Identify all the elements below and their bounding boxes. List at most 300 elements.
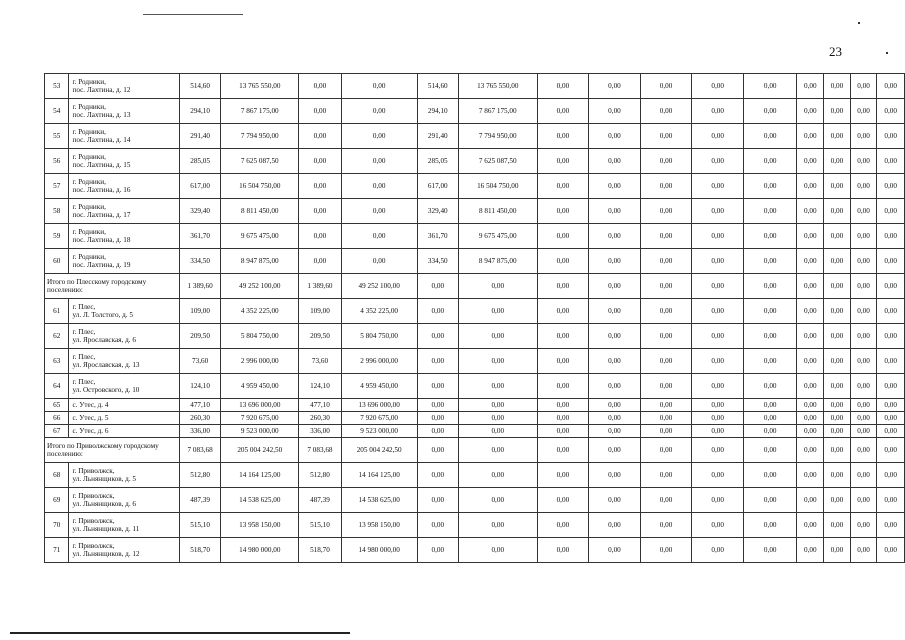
value-cell: 0,00 xyxy=(850,488,877,513)
value-cell: 514,60 xyxy=(179,74,221,99)
address-line-2: пос. Лахтина, д. 18 xyxy=(72,236,131,244)
value-cell: 0,00 xyxy=(824,374,851,399)
value-cell: 0,00 xyxy=(537,399,589,412)
value-cell: 0,00 xyxy=(797,149,824,174)
address-cell xyxy=(69,324,179,349)
value-cell: 0,00 xyxy=(537,199,589,224)
value-cell: 0,00 xyxy=(341,124,417,149)
value-cell: 0,00 xyxy=(537,463,589,488)
address-line-2: пос. Лахтина, д. 13 xyxy=(72,111,131,119)
value-cell: 0,00 xyxy=(640,438,692,463)
value-cell: 0,00 xyxy=(877,538,905,563)
address-line-2: ул. Льнянщиков, д. 11 xyxy=(72,525,140,533)
value-cell: 0,00 xyxy=(824,274,851,299)
value-cell: 0,00 xyxy=(537,249,589,274)
value-cell: 0,00 xyxy=(589,74,641,99)
value-cell: 0,00 xyxy=(692,99,744,124)
value-cell: 515,10 xyxy=(179,513,221,538)
value-cell: 9 523 000,00 xyxy=(221,425,299,438)
subtotal-label: Итого по Плесскому городскому поселению: xyxy=(45,274,180,299)
value-cell: 329,40 xyxy=(417,199,458,224)
value-cell: 124,10 xyxy=(179,374,221,399)
value-cell: 0,00 xyxy=(458,274,537,299)
value-cell: 14 164 125,00 xyxy=(221,463,299,488)
value-cell: 0,00 xyxy=(299,149,341,174)
value-cell: 0,00 xyxy=(692,124,744,149)
value-cell: 0,00 xyxy=(850,274,877,299)
value-cell: 4 959 450,00 xyxy=(341,374,417,399)
value-cell: 0,00 xyxy=(692,249,744,274)
value-cell: 0,00 xyxy=(458,463,537,488)
address-cell xyxy=(69,538,179,563)
value-cell: 477,10 xyxy=(299,399,341,412)
value-cell: 0,00 xyxy=(640,374,692,399)
table-body xyxy=(45,74,905,563)
row-number: 61 xyxy=(45,299,69,324)
value-cell: 0,00 xyxy=(458,349,537,374)
value-cell: 0,00 xyxy=(797,349,824,374)
value-cell: 329,40 xyxy=(179,199,221,224)
value-cell: 0,00 xyxy=(824,124,851,149)
value-cell: 0,00 xyxy=(458,299,537,324)
row-number: 63 xyxy=(45,349,69,374)
value-cell: 0,00 xyxy=(692,513,744,538)
value-cell: 0,00 xyxy=(640,425,692,438)
address-line-1: г. Родники, xyxy=(72,228,106,236)
value-cell: 14 538 625,00 xyxy=(221,488,299,513)
value-cell: 0,00 xyxy=(692,299,744,324)
value-cell: 9 523 000,00 xyxy=(341,425,417,438)
value-cell: 0,00 xyxy=(417,299,458,324)
value-cell: 16 504 750,00 xyxy=(458,174,537,199)
value-cell: 0,00 xyxy=(589,224,641,249)
value-cell: 0,00 xyxy=(537,412,589,425)
value-cell: 0,00 xyxy=(877,349,905,374)
value-cell: 0,00 xyxy=(640,124,692,149)
address-line-1: г. Родники, xyxy=(72,103,106,111)
address-cell xyxy=(69,74,179,99)
value-cell: 13 696 000,00 xyxy=(341,399,417,412)
value-cell: 0,00 xyxy=(458,488,537,513)
value-cell: 0,00 xyxy=(850,349,877,374)
value-cell: 0,00 xyxy=(692,438,744,463)
value-cell: 515,10 xyxy=(299,513,341,538)
address-line-1: г. Плес, xyxy=(72,353,96,361)
value-cell: 0,00 xyxy=(743,324,797,349)
value-cell: 0,00 xyxy=(877,399,905,412)
address-cell xyxy=(69,99,179,124)
value-cell: 13 765 550,00 xyxy=(458,74,537,99)
value-cell: 0,00 xyxy=(797,99,824,124)
value-cell: 0,00 xyxy=(640,299,692,324)
value-cell: 8 811 450,00 xyxy=(221,199,299,224)
value-cell: 0,00 xyxy=(299,249,341,274)
value-cell: 0,00 xyxy=(743,274,797,299)
value-cell: 0,00 xyxy=(850,249,877,274)
value-cell: 0,00 xyxy=(877,463,905,488)
value-cell: 0,00 xyxy=(877,324,905,349)
value-cell: 0,00 xyxy=(589,299,641,324)
value-cell: 73,60 xyxy=(179,349,221,374)
value-cell: 260,30 xyxy=(179,412,221,425)
value-cell: 8 811 450,00 xyxy=(458,199,537,224)
address-line-2: ул. Л. Толстого, д. 5 xyxy=(72,311,133,319)
value-cell: 7 867 175,00 xyxy=(221,99,299,124)
value-cell: 0,00 xyxy=(589,199,641,224)
value-cell: 0,00 xyxy=(692,174,744,199)
address-line-1: г. Плес, xyxy=(72,378,96,386)
address-line-2: пос. Лахтина, д. 17 xyxy=(72,211,131,219)
value-cell: 0,00 xyxy=(589,412,641,425)
value-cell: 0,00 xyxy=(850,149,877,174)
value-cell: 0,00 xyxy=(824,488,851,513)
value-cell: 518,70 xyxy=(299,538,341,563)
address-cell xyxy=(69,374,179,399)
value-cell: 0,00 xyxy=(692,463,744,488)
value-cell: 0,00 xyxy=(458,324,537,349)
row-number: 54 xyxy=(45,99,69,124)
row-number: 68 xyxy=(45,463,69,488)
value-cell: 0,00 xyxy=(417,463,458,488)
row-number: 55 xyxy=(45,124,69,149)
value-cell: 0,00 xyxy=(589,324,641,349)
value-cell: 0,00 xyxy=(797,224,824,249)
address-line-2: ул. Островского, д. 10 xyxy=(72,386,140,394)
value-cell: 0,00 xyxy=(299,224,341,249)
value-cell: 617,00 xyxy=(417,174,458,199)
address-line-2: пос. Лахтина, д. 14 xyxy=(72,136,131,144)
value-cell: 16 504 750,00 xyxy=(221,174,299,199)
value-cell: 9 675 475,00 xyxy=(458,224,537,249)
address-line-2: ул. Ярославская, д. 6 xyxy=(72,336,136,344)
value-cell: 0,00 xyxy=(341,149,417,174)
value-cell: 0,00 xyxy=(797,374,824,399)
value-cell: 260,30 xyxy=(299,412,341,425)
value-cell: 0,00 xyxy=(743,538,797,563)
value-cell: 14 980 000,00 xyxy=(341,538,417,563)
value-cell: 4 352 225,00 xyxy=(221,299,299,324)
value-cell: 0,00 xyxy=(743,249,797,274)
value-cell: 0,00 xyxy=(743,299,797,324)
scan-speck xyxy=(858,22,860,24)
value-cell: 0,00 xyxy=(692,488,744,513)
value-cell: 0,00 xyxy=(797,199,824,224)
value-cell: 0,00 xyxy=(589,124,641,149)
value-cell: 0,00 xyxy=(692,538,744,563)
row-number: 69 xyxy=(45,488,69,513)
address-line-1: г. Приволжск, xyxy=(72,542,115,550)
value-cell: 0,00 xyxy=(850,74,877,99)
value-cell: 0,00 xyxy=(850,224,877,249)
address-line-1: г. Родники, xyxy=(72,203,106,211)
value-cell: 0,00 xyxy=(417,438,458,463)
value-cell: 0,00 xyxy=(743,374,797,399)
value-cell: 0,00 xyxy=(537,149,589,174)
value-cell: 0,00 xyxy=(877,438,905,463)
value-cell: 0,00 xyxy=(692,149,744,174)
value-cell: 0,00 xyxy=(824,249,851,274)
table-row xyxy=(45,463,905,488)
table-row xyxy=(45,425,905,438)
value-cell: 334,50 xyxy=(417,249,458,274)
value-cell: 7 794 950,00 xyxy=(221,124,299,149)
value-cell: 0,00 xyxy=(341,249,417,274)
value-cell: 8 947 875,00 xyxy=(458,249,537,274)
address-cell xyxy=(69,513,179,538)
value-cell: 0,00 xyxy=(589,463,641,488)
address-line-1: г. Приволжск, xyxy=(72,517,115,525)
value-cell: 0,00 xyxy=(797,412,824,425)
value-cell: 0,00 xyxy=(824,399,851,412)
value-cell: 0,00 xyxy=(458,438,537,463)
value-cell: 0,00 xyxy=(743,74,797,99)
value-cell: 0,00 xyxy=(640,349,692,374)
row-number: 58 xyxy=(45,199,69,224)
value-cell: 209,50 xyxy=(299,324,341,349)
value-cell: 0,00 xyxy=(797,399,824,412)
value-cell: 0,00 xyxy=(824,199,851,224)
value-cell: 0,00 xyxy=(743,463,797,488)
value-cell: 0,00 xyxy=(850,425,877,438)
value-cell: 7 625 087,50 xyxy=(221,149,299,174)
value-cell: 0,00 xyxy=(640,149,692,174)
row-number: 66 xyxy=(45,412,69,425)
value-cell: 0,00 xyxy=(850,374,877,399)
value-cell: 7 867 175,00 xyxy=(458,99,537,124)
table-row xyxy=(45,374,905,399)
table-row xyxy=(45,74,905,99)
value-cell: 0,00 xyxy=(640,174,692,199)
value-cell: 487,39 xyxy=(179,488,221,513)
value-cell: 5 804 750,00 xyxy=(221,324,299,349)
value-cell: 512,80 xyxy=(299,463,341,488)
subtotal-row xyxy=(45,274,905,299)
address-cell xyxy=(69,349,179,374)
value-cell: 0,00 xyxy=(589,149,641,174)
value-cell: 0,00 xyxy=(692,349,744,374)
data-table xyxy=(44,73,905,563)
value-cell: 0,00 xyxy=(743,412,797,425)
table-row xyxy=(45,224,905,249)
value-cell: 0,00 xyxy=(341,99,417,124)
address-cell xyxy=(69,425,179,438)
value-cell: 0,00 xyxy=(850,538,877,563)
address-cell xyxy=(69,399,179,412)
value-cell: 209,50 xyxy=(179,324,221,349)
value-cell: 109,00 xyxy=(179,299,221,324)
table-row xyxy=(45,538,905,563)
address-line-1: г. Приволжск, xyxy=(72,492,115,500)
address-line-1: с. Утес, д. 5 xyxy=(72,414,109,422)
value-cell: 0,00 xyxy=(589,438,641,463)
value-cell: 0,00 xyxy=(640,412,692,425)
address-line-1: г. Родники, xyxy=(72,128,106,136)
scan-speck xyxy=(886,52,888,54)
value-cell: 285,05 xyxy=(179,149,221,174)
value-cell: 0,00 xyxy=(824,324,851,349)
value-cell: 0,00 xyxy=(743,349,797,374)
address-cell xyxy=(69,149,179,174)
value-cell: 336,00 xyxy=(179,425,221,438)
address-line-1: г. Плес, xyxy=(72,328,96,336)
table-row xyxy=(45,299,905,324)
value-cell: 49 252 100,00 xyxy=(341,274,417,299)
table-row xyxy=(45,249,905,274)
value-cell: 0,00 xyxy=(850,513,877,538)
address-line-1: г. Родники, xyxy=(72,253,106,261)
value-cell: 0,00 xyxy=(417,349,458,374)
row-number: 67 xyxy=(45,425,69,438)
value-cell: 2 996 000,00 xyxy=(341,349,417,374)
value-cell: 0,00 xyxy=(797,513,824,538)
value-cell: 0,00 xyxy=(537,74,589,99)
address-line-1: г. Родники, xyxy=(72,153,106,161)
value-cell: 14 980 000,00 xyxy=(221,538,299,563)
value-cell: 0,00 xyxy=(850,399,877,412)
row-number: 53 xyxy=(45,74,69,99)
address-line-2: ул. Льнянщиков, д. 12 xyxy=(72,550,140,558)
value-cell: 0,00 xyxy=(692,274,744,299)
value-cell: 0,00 xyxy=(877,274,905,299)
value-cell: 0,00 xyxy=(589,249,641,274)
value-cell: 518,70 xyxy=(179,538,221,563)
address-line-1: г. Родники, xyxy=(72,78,106,86)
value-cell: 0,00 xyxy=(797,538,824,563)
value-cell: 0,00 xyxy=(824,463,851,488)
value-cell: 0,00 xyxy=(743,513,797,538)
value-cell: 514,60 xyxy=(417,74,458,99)
address-cell xyxy=(69,249,179,274)
value-cell: 0,00 xyxy=(417,274,458,299)
value-cell: 477,10 xyxy=(179,399,221,412)
value-cell: 0,00 xyxy=(877,74,905,99)
value-cell: 73,60 xyxy=(299,349,341,374)
value-cell: 1 389,60 xyxy=(179,274,221,299)
value-cell: 0,00 xyxy=(537,513,589,538)
value-cell: 0,00 xyxy=(743,224,797,249)
value-cell: 0,00 xyxy=(458,374,537,399)
address-line-1: г. Приволжск, xyxy=(72,467,115,475)
value-cell: 7 625 087,50 xyxy=(458,149,537,174)
value-cell: 0,00 xyxy=(824,538,851,563)
table-row xyxy=(45,412,905,425)
value-cell: 0,00 xyxy=(417,399,458,412)
value-cell: 0,00 xyxy=(458,425,537,438)
value-cell: 294,10 xyxy=(417,99,458,124)
table-row xyxy=(45,149,905,174)
bottom-rule xyxy=(10,632,350,634)
value-cell: 4 352 225,00 xyxy=(341,299,417,324)
value-cell: 0,00 xyxy=(877,249,905,274)
value-cell: 0,00 xyxy=(537,174,589,199)
value-cell: 14 538 625,00 xyxy=(341,488,417,513)
value-cell: 0,00 xyxy=(850,174,877,199)
value-cell: 0,00 xyxy=(850,124,877,149)
address-line-1: г. Родники, xyxy=(72,178,106,186)
value-cell: 0,00 xyxy=(797,274,824,299)
table-row xyxy=(45,399,905,412)
value-cell: 0,00 xyxy=(589,513,641,538)
value-cell: 0,00 xyxy=(824,299,851,324)
value-cell: 0,00 xyxy=(640,224,692,249)
page-number: 23 xyxy=(829,44,842,59)
value-cell: 0,00 xyxy=(877,425,905,438)
value-cell: 0,00 xyxy=(589,399,641,412)
value-cell: 617,00 xyxy=(179,174,221,199)
value-cell: 13 765 550,00 xyxy=(221,74,299,99)
value-cell: 0,00 xyxy=(743,174,797,199)
value-cell: 0,00 xyxy=(797,124,824,149)
value-cell: 0,00 xyxy=(537,374,589,399)
value-cell: 0,00 xyxy=(458,513,537,538)
value-cell: 0,00 xyxy=(417,324,458,349)
value-cell: 0,00 xyxy=(341,224,417,249)
value-cell: 7 794 950,00 xyxy=(458,124,537,149)
address-line-1: г. Плес, xyxy=(72,303,96,311)
value-cell: 0,00 xyxy=(299,124,341,149)
table-row xyxy=(45,124,905,149)
value-cell: 0,00 xyxy=(537,224,589,249)
address-line-2: пос. Лахтина, д. 16 xyxy=(72,186,131,194)
value-cell: 0,00 xyxy=(341,199,417,224)
value-cell: 0,00 xyxy=(743,438,797,463)
value-cell: 0,00 xyxy=(299,74,341,99)
value-cell: 512,80 xyxy=(179,463,221,488)
value-cell: 0,00 xyxy=(824,425,851,438)
address-line-2: ул. Льнянщиков, д. 5 xyxy=(72,475,137,483)
value-cell: 0,00 xyxy=(692,199,744,224)
value-cell: 0,00 xyxy=(797,438,824,463)
value-cell: 0,00 xyxy=(877,299,905,324)
row-number: 64 xyxy=(45,374,69,399)
value-cell: 0,00 xyxy=(417,488,458,513)
value-cell: 9 675 475,00 xyxy=(221,224,299,249)
value-cell: 0,00 xyxy=(824,412,851,425)
value-cell: 0,00 xyxy=(640,249,692,274)
value-cell: 0,00 xyxy=(850,324,877,349)
value-cell: 2 996 000,00 xyxy=(221,349,299,374)
row-number: 59 xyxy=(45,224,69,249)
value-cell: 0,00 xyxy=(692,425,744,438)
value-cell: 487,39 xyxy=(299,488,341,513)
value-cell: 0,00 xyxy=(589,274,641,299)
value-cell: 14 164 125,00 xyxy=(341,463,417,488)
value-cell: 0,00 xyxy=(341,174,417,199)
value-cell: 291,40 xyxy=(179,124,221,149)
value-cell: 4 959 450,00 xyxy=(221,374,299,399)
address-cell xyxy=(69,488,179,513)
value-cell: 0,00 xyxy=(537,425,589,438)
value-cell: 0,00 xyxy=(743,399,797,412)
value-cell: 336,00 xyxy=(299,425,341,438)
value-cell: 5 804 750,00 xyxy=(341,324,417,349)
value-cell: 0,00 xyxy=(537,299,589,324)
value-cell: 0,00 xyxy=(640,513,692,538)
value-cell: 361,70 xyxy=(417,224,458,249)
value-cell: 0,00 xyxy=(692,74,744,99)
value-cell: 0,00 xyxy=(850,299,877,324)
table-row xyxy=(45,324,905,349)
value-cell: 0,00 xyxy=(417,538,458,563)
value-cell: 0,00 xyxy=(537,324,589,349)
value-cell: 0,00 xyxy=(692,374,744,399)
value-cell: 0,00 xyxy=(797,299,824,324)
address-cell xyxy=(69,174,179,199)
address-line-2: пос. Лахтина, д. 19 xyxy=(72,261,131,269)
value-cell: 0,00 xyxy=(417,412,458,425)
value-cell: 291,40 xyxy=(417,124,458,149)
value-cell: 0,00 xyxy=(692,399,744,412)
